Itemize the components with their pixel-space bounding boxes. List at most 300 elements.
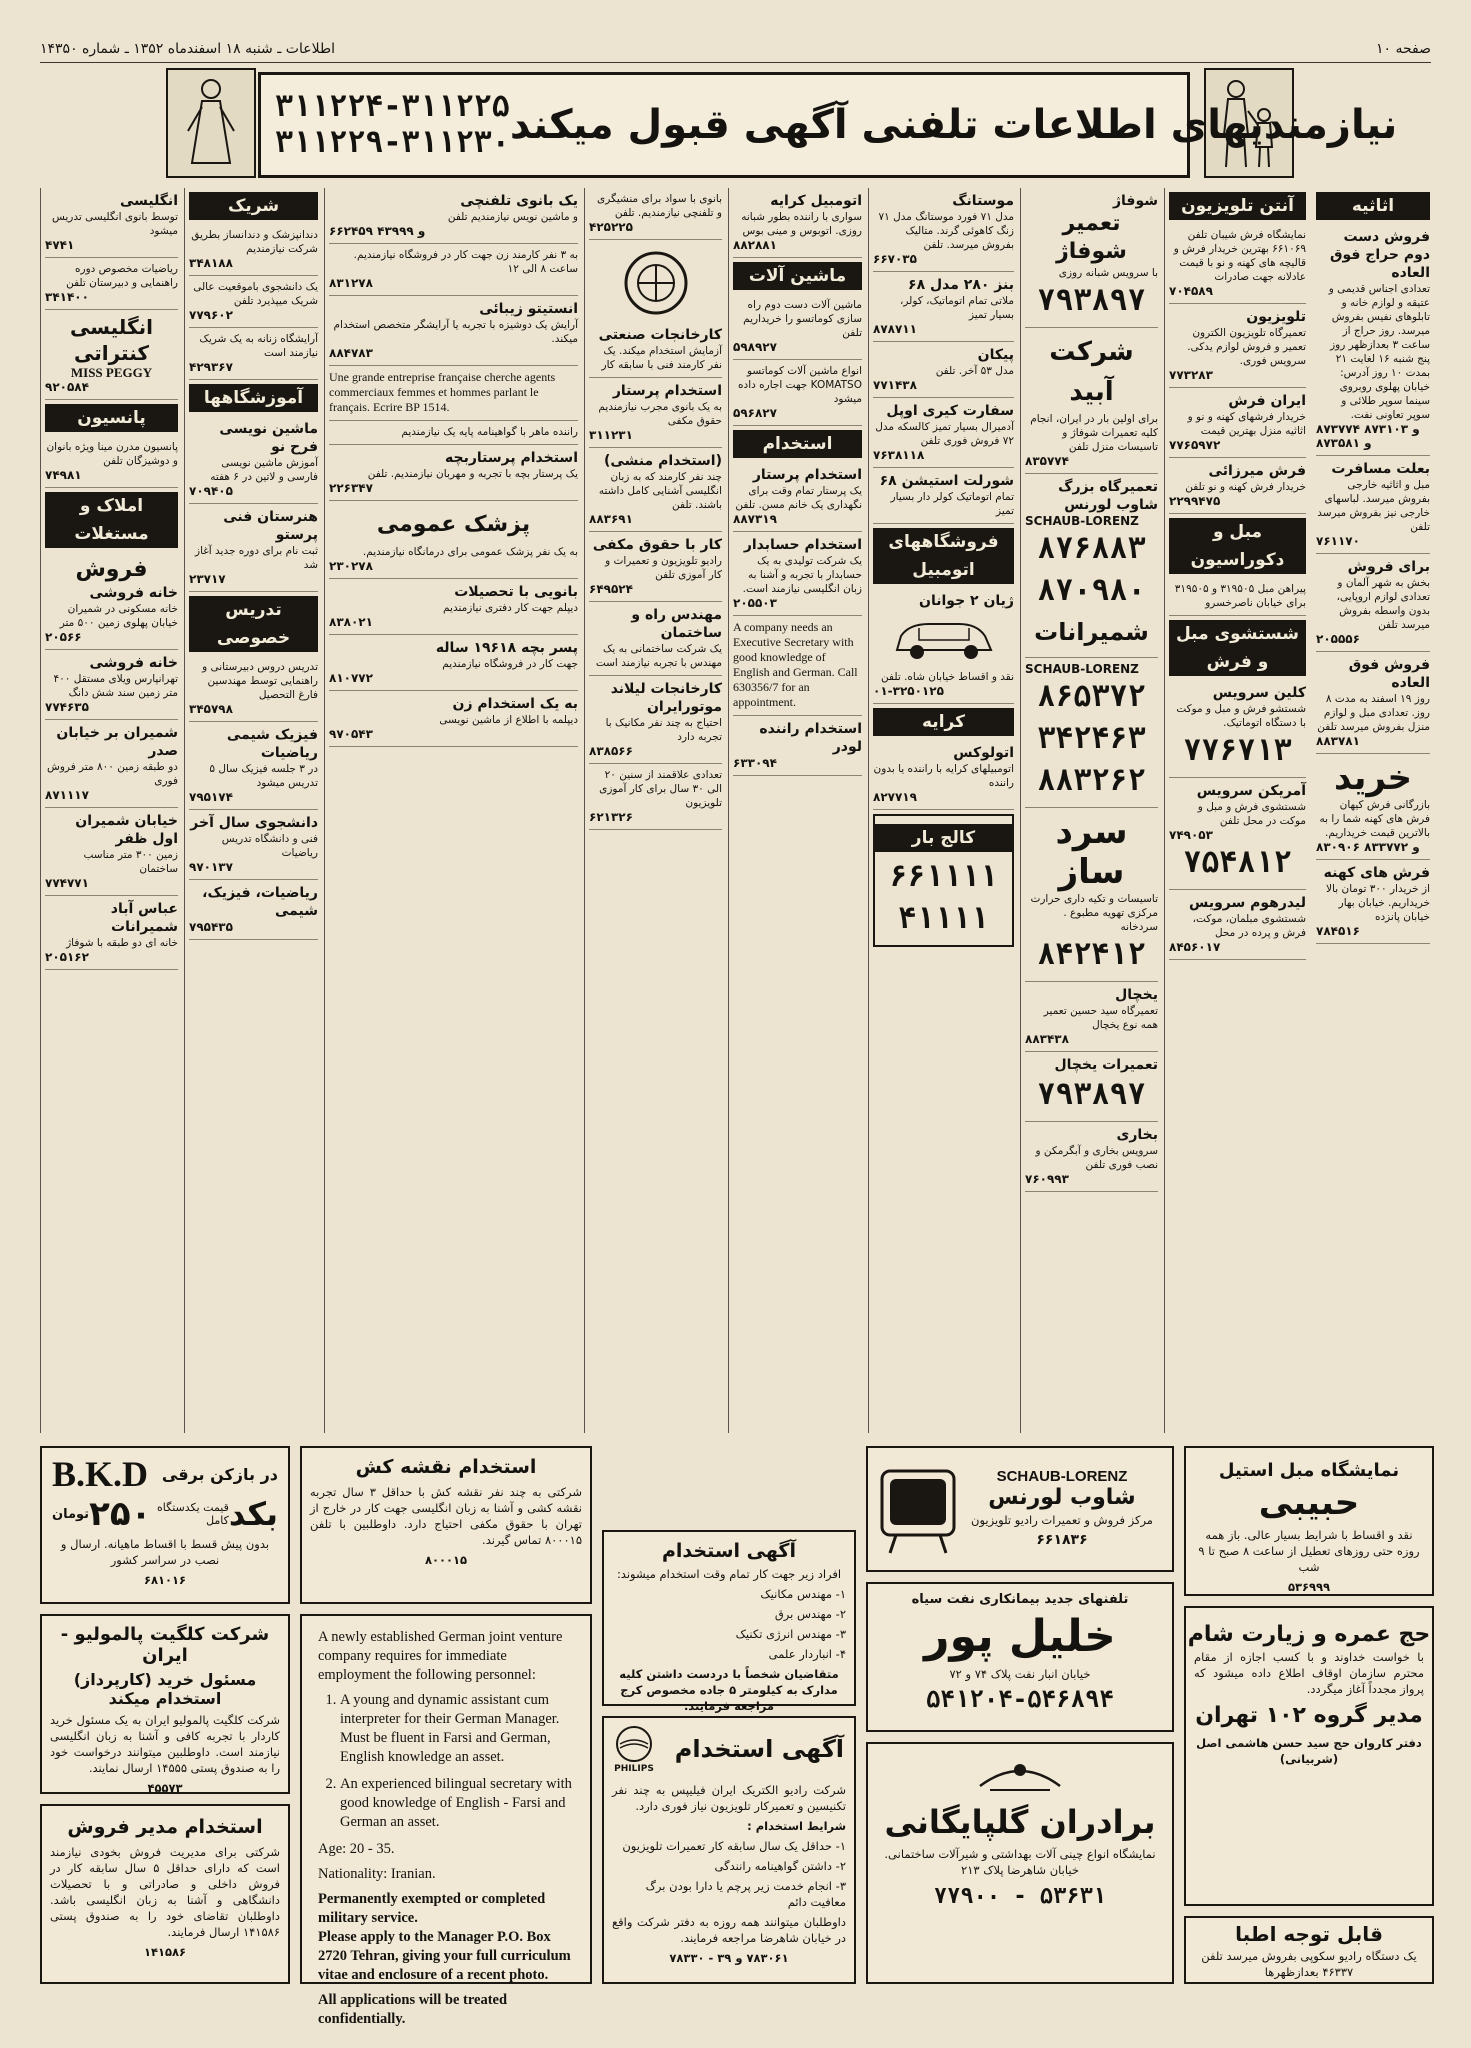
ad-title: ایران فرش [1228, 393, 1306, 409]
ad-colgate-palmolive [40, 1614, 290, 1794]
ad-text: نمایشگاه فرش شیبان تلفن ۶۶۱۰۶۹ بهترین خریدار فرش و قالیچه های کهنه و نو با قیمت عادلانه جهت صادرات [1173, 229, 1306, 283]
emblem-icon [589, 244, 722, 326]
ad-block [589, 676, 722, 764]
ad-subtitle: تعمیر شوفاژ [1056, 211, 1127, 264]
ad-block [1169, 890, 1306, 960]
ad-title: فروش [75, 557, 148, 582]
ad-block [873, 468, 1014, 524]
section-header: آنتن تلویزیون [1169, 192, 1306, 220]
ad-big-phone: ۷۷۶۷۱۳ [1183, 733, 1292, 768]
ad-block [1316, 224, 1430, 456]
ad-title: ریاضیات، فیزیک، شیمی [202, 885, 318, 919]
ad-block [1316, 554, 1430, 652]
ad-text: چند نفر کارمند که به زبان انگلیسی آشنایی کامل داشته باشند. تلفن [598, 471, 722, 511]
recruit-title: آگهی استخدام [661, 1540, 796, 1562]
ad-phone: ۲۰۵۱۶۲ [45, 950, 89, 964]
ad-title: استخدام پرستار [752, 467, 862, 483]
ad-phone: ۷۴۹۸۱ [45, 468, 82, 482]
ad-text: انواع ماشین آلات کوماتسو KOMATSO جهت اجاره داده میشود [738, 365, 862, 405]
hajj-group-name: مدیر گروه ۱۰۲ تهران [1195, 1703, 1423, 1728]
ad-text: یک دانشجوی باموقعیت عالی شریک میپذیرد تلفن [193, 281, 318, 307]
ad-title: خرید [1333, 758, 1413, 798]
ad-block [1169, 304, 1306, 388]
ad-phone: ۴۲۵۲۲۵ [589, 220, 633, 234]
ad-title: خانه فروشی [89, 655, 178, 671]
ad-phone: ۶۶۷۰۳۵ [873, 252, 917, 266]
ad-title: پیکان [977, 347, 1014, 363]
folio-line [40, 36, 1431, 63]
philips-phone: ۷۸۳۰۶۱ و ۳۹ - ۷۸۳۳۰ [669, 1951, 789, 1965]
ad-title: عباس آباد شمیرانات [110, 901, 178, 935]
ad-phone: ۷۷۱۴۳۸ [873, 378, 917, 392]
ad-phone: ۴۷۴۱ [45, 238, 75, 252]
ad-block [733, 188, 862, 258]
ad-title: به یک استخدام زن [452, 696, 578, 712]
ad-block [873, 398, 1014, 468]
banner-phones-line-1: ۳۱۱۲۲۴-۳۱۱۲۲۵ [275, 89, 510, 124]
ad-block [1025, 658, 1158, 808]
ad-phone: ۵۹۸۹۲۷ [733, 340, 777, 354]
section-header: مبل و دکوراسیون [1169, 518, 1306, 574]
car-icon [873, 610, 1014, 670]
ad-block [873, 588, 1014, 704]
ad-block [733, 532, 862, 616]
khalilpour-phones: ۵۴۱۲۰۴-۵۴۶۸۹۴ [926, 1685, 1114, 1713]
ad-title: آمریکن سرویس [1196, 783, 1306, 799]
ad-title: استخدام راننده لودر [759, 721, 862, 755]
ad-text: مدل ۷۱ فورد موستانگ مدل ۷۱ زنگ کاهوئی گرند. متالیک بفروش میرسد. تلفن [878, 211, 1014, 251]
section-header: املاک و مستغلات [45, 492, 178, 548]
ad-phone: ۳۴۵۷۹۸ [189, 702, 233, 716]
philips-shield-icon [614, 1724, 654, 1764]
ad-text: خریدار فرش کهنه و نو تلفن [1185, 481, 1306, 493]
bkd-note: قیمت یکدستگاه کامل [157, 1501, 229, 1527]
column-employment-b [324, 188, 582, 1433]
issue-line: اطلاعات ـ شنبه ۱۸ اسفندماه ۱۳۵۲ ـ شماره ۱۴۳۵۰ [40, 41, 335, 57]
brand-logo: SCHAUB-LORENZ [1025, 514, 1139, 528]
draftsman-title: استخدام نقشه کش [355, 1456, 537, 1478]
ad-title: اتومبیل کرایه [770, 193, 862, 209]
ad-title: کارخانجات صنعتی [598, 327, 722, 343]
ad-phone: ۷۷۳۲۸۳ [1169, 368, 1213, 382]
ad-block [733, 294, 862, 360]
recruit-note: متقاضیان شخصاً با دردست داشتن کلیه مدارک به کیلومتر ۵ جاده مخصوص کرج مراجعه فرمایند. [619, 1667, 839, 1713]
ad-bkd-door-opener [40, 1446, 290, 1604]
ad-title: شرکت آبید [1049, 337, 1134, 407]
ad-block [873, 272, 1014, 342]
ad-text: آرایشگاه زنانه به یک شریک نیازمند است [199, 333, 318, 359]
ad-block [45, 552, 178, 650]
ad-phone: ۸۲۷۷۱۹ [873, 790, 917, 804]
german-apply: Please apply to the Manager P.O. Box 2720 Tehran, giving your full curriculum vitae and enclosure of a recent photo. [318, 1929, 571, 1983]
ad-block [45, 310, 178, 400]
philips-condition-1: ۱- حداقل یک سال سابقه کار تعمیرات تلویزیون [622, 1839, 846, 1853]
ad-phone: ۸۷۱۱۱۷ [45, 788, 89, 802]
ad-text: ماشین آلات دست دوم راه سازی کوماتسو را خریداریم تلفن [743, 299, 862, 339]
ad-block [589, 602, 722, 676]
ad-sales-manager [40, 1804, 290, 1984]
ad-phone: ۳۱۱۲۳۱ [589, 428, 633, 442]
ad-recruitment-engineers [602, 1530, 856, 1713]
ad-text: سرویس بخاری و آبگرمکن و نصب فوری تلفن [1035, 1145, 1158, 1171]
ad-text: روز ۱۹ اسفند به مدت ۸ روز. تعدادی مبل و لوازم منزل بفروش میرسد تلفن [1317, 693, 1430, 733]
ad-hajj-pilgrimage [1184, 1606, 1434, 1906]
philips-condition-3: ۳- انجام خدمت زیر پرچم یا دارا بودن برگ معافیت دائم [645, 1879, 846, 1909]
ad-title: بخاری [1116, 1127, 1158, 1143]
ad-block [329, 579, 578, 635]
ad-title: فرش های کهنه [1323, 865, 1430, 881]
classified-banner [258, 72, 1398, 178]
draftsman-phone: ۸۰۰۰۱۵ [424, 1553, 468, 1567]
ad-phone: ۸۳۰۹۰۶ و ۸۳۳۷۷۲ [1316, 840, 1420, 854]
ad-big-phone: ۷۹۳۸۹۷ [1037, 283, 1146, 318]
german-item-1: 1. A young and dynamic assistant cum interpreter for their German Manager. Must be fluent in Farsi and German, English knowledge an asset. [340, 1691, 574, 1767]
section-header: اثاثیه [1316, 192, 1430, 220]
ad-text: شستشوی فرش و مبل و موکت در محل تلفن [1197, 801, 1306, 827]
draftsman-text: شرکتی به چند نفر نقشه کش با حداقل ۳ سال تجربه نقشه کشی و آشنا به زبان انگلیسی جهت کار در خارج از تهران با حقوق مکفی احتیاج دارد. داوطلبین با تلفن ۸۰۰۰۱۵ تماس گیرند. [310, 1485, 582, 1547]
ad-text: دیپلم جهت کار دفتری نیازمندیم [443, 602, 578, 614]
ad-block [329, 296, 578, 366]
ad-text: دو طبقه زمین ۸۰۰ متر فروش فوری [47, 761, 178, 787]
ad-block [189, 328, 318, 380]
ad-text: زمین ۳۰۰ متر مناسب ساختمان [83, 849, 178, 875]
philips-conditions-title: شرایط استخدام : [747, 1819, 846, 1833]
ad-title: ژیان ۲ جوانان [919, 593, 1014, 609]
ad-phone: ۸۸۳۴۳۸ [1025, 1032, 1069, 1046]
ad-title: بانویی با تحصیلات [454, 584, 578, 600]
philips-condition-2: ۲- داشتن گواهینامه رانندگی [714, 1859, 846, 1873]
ad-philips [602, 1716, 856, 1984]
german-intro: A newly established German joint venture company requires for immediate employment the following personnel: [318, 1629, 563, 1683]
ad-text: مدل ۵۳ آخر. تلفن [935, 365, 1014, 377]
ad-phone: ۷۹۵۱۷۴ [189, 790, 233, 804]
ad-phone: ۷۰۴۵۸۹ [1169, 284, 1213, 298]
ad-block [45, 258, 178, 310]
ad-title: تلویزیون [1246, 309, 1306, 325]
ad-block [329, 501, 578, 579]
ad-text: مبل و اثاثیه خارجی بفروش میرسد. لباسهای خارجی نیز بفروش میرسد تلفن [1317, 479, 1430, 533]
ad-block [873, 814, 1014, 947]
ad-phone: ۲۳۰۲۷۸ [329, 559, 373, 573]
ad-title: انستیتو زیبائی [479, 301, 578, 317]
ad-big-phone: ۸۴۲۴۱۲ [1037, 937, 1146, 972]
ad-block [1316, 754, 1430, 860]
ad-block [589, 448, 722, 532]
banner-title: نیازمندیهای اطلاعات تلفنی آگهی قبول میکند [509, 102, 1398, 148]
khalilpour-address: خیابان انبار نفت پلاک ۷۴ و ۷۲ [949, 1667, 1091, 1681]
ad-title: ماشین نویسی فرح نو [219, 421, 318, 455]
ad-text: آزمایش استخدام میکند. یک نفر کارمند فنی با سابقه کار [601, 345, 722, 371]
ad-block [189, 416, 318, 504]
ad-big-phone: ۶۶۱۱۱۱ [889, 859, 998, 894]
ad-schaub-lorenz-tv [866, 1446, 1174, 1572]
golpaygani-text: نمایشگاه انواع چینی آلات بهداشتی و شیرآلات ساختمانی. خیابان شاهرضا پلاک ۲۱۳ [884, 1847, 1156, 1877]
ad-block [1025, 982, 1158, 1052]
french-ad: Une grande entreprise française cherche agents commerciaux femmes et hommes parlant le français. Ecrire BP 1514. [329, 366, 578, 421]
philips-logo: PHILIPS [614, 1724, 654, 1774]
ad-text: خانه ای دو طبقه با شوفاژ [66, 937, 178, 949]
ad-block [589, 378, 722, 448]
ad-phone: ۲۲۹۹۴۷۵ [1169, 494, 1221, 508]
section-header: شریک [189, 192, 318, 220]
ad-text: تعمیرگاه تلویزیون الکترون تعمیر و فروش لوازم یدکی. سرویس فوری. [1187, 327, 1306, 367]
ad-phone: ۲۰۵۵۵۶ [1316, 632, 1360, 646]
ad-phone: ۲۰۵۵۰۳ [733, 596, 777, 610]
ad-block [45, 896, 178, 970]
ad-text: اتومبیلهای کرایه با راننده یا بدون راننده [873, 763, 1014, 789]
ad-phone: ۷۷۴۶۳۵ [45, 700, 89, 714]
ad-text: احتیاج به چند نفر مکانیک با تجربه دارد [605, 717, 722, 743]
ad-title: استخدام پرستار [612, 383, 722, 399]
ad-block [1316, 860, 1430, 944]
section-header: فروشگاههای اتومبیل [873, 528, 1014, 584]
woman-illustration-icon [166, 68, 256, 178]
ad-block [189, 504, 318, 592]
ad-big-phone: ۴۱۱۱۱ [898, 901, 989, 936]
habibi-phone: ۵۳۶۹۹۹ [1287, 1580, 1331, 1594]
ad-title: لیدرهوم سرویس [1189, 895, 1306, 911]
ad-phone: ۳۴۸۱۸۸ [189, 256, 233, 270]
ad-block [189, 722, 318, 810]
palmolive-title: شرکت کلگیت پالمولیو - ایران [60, 1624, 270, 1666]
ad-block [733, 360, 862, 426]
ad-title: سفارت کیری اوپل [886, 403, 1014, 419]
ad-phone: ۶۳۳۰۹۴ [733, 756, 777, 770]
ad-text: خانه مسکونی در شمیران خیابان پهلوی زمین ۵۰۰ متر [59, 603, 178, 629]
section-header: تدریس خصوصی [189, 596, 318, 652]
bkd-logo: B.K.D [52, 1454, 149, 1494]
ad-block [1025, 1052, 1158, 1122]
german-item-2: 2. An experienced bilingual secretary with good knowledge of English - Farsi and German an asset. [340, 1775, 574, 1832]
ad-text: تدریس دروس دبیرستانی و راهنمایی توسط مهندسین فارغ التحصیل [202, 661, 318, 701]
ad-text: ملاتی تمام اتوماتیک، کولر، بسیار تمیز [899, 295, 1014, 321]
ad-block [589, 188, 722, 240]
ad-text: نقد و اقساط خیابان شاه. تلفن [881, 671, 1014, 683]
ad-title: یک بانوی تلفنچی [460, 193, 578, 209]
ad-block [329, 445, 578, 501]
ad-text: یک پرستار بچه با تجربه و مهربان نیازمندیم. تلفن [367, 468, 578, 480]
ad-text: آموزش ماشین نویسی فارسی و لاتین در ۶ هفته [210, 457, 318, 483]
ad-block [45, 720, 178, 808]
ad-text: سواری با راننده بطور شبانه روزی. اتوبوس و مینی بوس [741, 211, 862, 237]
ad-area: شمیرانات [1034, 618, 1149, 646]
column-employment-a [584, 188, 726, 1433]
ad-title: انگلیسی [119, 193, 178, 209]
ad-block [189, 880, 318, 940]
ad-phone: ۹۲۰۵۸۴ [45, 380, 89, 394]
column-tutoring-realestate [40, 188, 182, 1433]
ad-big-phone: ۳۴۲۴۶۳ [1037, 721, 1146, 756]
ad-block [1316, 652, 1430, 754]
column-heating-repair [1020, 188, 1162, 1433]
khalilpour-top: تلفنهای جدید بیمانکاری نفت سیاه [911, 1592, 1129, 1607]
ad-title: پزشک عمومی [376, 512, 531, 537]
ad-draftsman [300, 1446, 592, 1604]
ad-title: تعمیرگاه بزرگ شاوب لورنس [1058, 479, 1158, 513]
ad-title: فروش دست دوم حراج فوق العاده [1329, 229, 1430, 281]
ad-text: تاسیسات و تکیه داری حرارت مرکزی تهویه مطبوع . سردخانه [1030, 893, 1158, 933]
bkd-title: در بازکن برقی [161, 1464, 278, 1484]
ad-text: شستشو فرش و مبل و موکت با دستگاه اتوماتیک. [1176, 703, 1306, 729]
ad-title: انگلیسی کنتراتی [70, 315, 153, 365]
ad-text: و ماشین نویس نیازمندیم تلفن [447, 211, 578, 223]
ad-phone: ۷۷۹۶۰۲ [189, 308, 233, 322]
ad-text: به یک نفر پزشک عمومی برای درمانگاه نیازمندیم. [362, 546, 578, 558]
ad-phone: ۰۱-۳۲۵۰۱۲۵ [873, 684, 944, 698]
golpaygani-emblem-icon [868, 1744, 1172, 1800]
ad-title: تعمیرات یخچال [1054, 1057, 1158, 1073]
sales-manager-text: شرکتی برای مدیریت فروش بخودی نیازمند است که دارای حداقل ۵ سال سابقه کار در فروش داخلی و صادراتی و با تحصیلات دانشگاهی و آشنا به زبان انگلیسی باشد. داوطلبان تقاضای خود را به صندوق پستی ۱۴۱۵۸۶ ارسال فرمایند. [50, 1845, 280, 1939]
schaub-logo: SCHAUB-LORENZ [996, 1468, 1128, 1485]
ad-text: در ۳ جلسه فیزیک سال ۵ تدریس میشود [209, 763, 318, 789]
ad-khalilpour [866, 1582, 1174, 1732]
ad-block [1169, 224, 1306, 304]
ad-phone: ۶۲۱۳۲۶ [589, 810, 633, 824]
ad-text: تمام اتوماتیک کولر دار بسیار تمیز [890, 491, 1014, 517]
ad-block [1025, 474, 1158, 658]
ad-block [189, 656, 318, 722]
banner-phones-line-2: ۳۱۱۲۲۹-۳۱۱۲۳۰ [275, 125, 510, 160]
ad-text: به ۳ نفر کارمند زن جهت کار در فروشگاه نیازمندیم. ساعت ۸ الی ۱۲ [353, 249, 578, 275]
ad-title: فروش فوق العاده [1348, 657, 1430, 691]
ad-phone: ۷۴۹۰۵۳ [1169, 828, 1213, 842]
column-carpet-tv [1164, 188, 1310, 1433]
khalilpour-name: خلیل پور [924, 1611, 1116, 1662]
ad-text: آدمیرال بسیار تمیز کالسکه مدل ۷۲ فروش فوری تلفن [875, 421, 1014, 447]
palmolive-phone: ۴۵۵۷۳ [147, 1781, 183, 1795]
section-header: آموزشگاهها [189, 384, 318, 412]
ad-big-phone: ۸۷۶۸۸۳ [1037, 531, 1146, 566]
bkd-phone: ۶۸۱۰۱۶ [143, 1573, 187, 1587]
ad-block [589, 764, 722, 830]
ad-block [1025, 1122, 1158, 1192]
german-confidential: All applications will be treated confidentially. [318, 1992, 508, 2027]
ad-block [45, 436, 178, 488]
ad-block [189, 224, 318, 276]
ad-text: رادیو تلویزیون و تعمیرات و کار آموزی تلفن [605, 555, 722, 581]
ad-title: شورلت استیشن ۶۸ [879, 473, 1014, 489]
ad-title: سرد ساز [1055, 812, 1128, 892]
ad-text: به یک بانوی مجرب نیازمندیم حقوق مکفی [598, 401, 722, 427]
ad-text: راننده ماهر با گواهینامه پایه یک نیازمندیم [401, 426, 578, 438]
ad-text: یک شرکت تولیدی به یک حسابدار با تجربه و آشنا به زبان انگلیسی نیازمند است. [742, 555, 862, 595]
page-number: صفحه ۱۰ [1375, 41, 1431, 57]
german-military: Permanently exempted or completed military service. [318, 1891, 546, 1926]
ad-block [1169, 778, 1306, 890]
ad-big-phone: ۸۸۳۲۶۲ [1037, 763, 1146, 798]
ad-phone: ۶۶۲۴۵۹ و ۴۳۹۹۹ [329, 224, 426, 238]
ad-big-phone: ۷۹۳۸۹۷ [1037, 1077, 1146, 1112]
ad-block [589, 532, 722, 602]
ad-title: یخچال [1115, 987, 1158, 1003]
ad-text: فنی و دانشگاه تدریس ریاضیات [221, 833, 318, 859]
english-ad: A company needs an Executive Secretary with good knowledge of English and German. Call 630356/7 for an appointment. [733, 616, 862, 716]
ad-block [329, 244, 578, 296]
ad-phone: ۷۶۰۹۹۳ [1025, 1172, 1069, 1186]
attention-text: یک دستگاه رادیو سکوپی بفروش میرسد تلفن ۴۶۳۳۷ بعدازظهرها [1201, 1949, 1417, 1979]
ad-title: بعلت مسافرت [1331, 461, 1430, 477]
ad-title: فیزیک شیمی ریاضیات [226, 727, 318, 761]
recruit-item-2: ۲- مهندس برق [774, 1607, 846, 1621]
brand-logo: SCHAUB-LORENZ [1025, 662, 1139, 676]
ad-text: ریاضیات مخصوص دوره راهنمایی و دبیرستان تلفن [66, 263, 178, 289]
ad-text: بانوی با سواد برای منشیگری و تلفنچی نیازمندیم. تلفن [597, 193, 722, 219]
attention-title: قابل توجه اطبا [1235, 1922, 1383, 1946]
german-nationality: Nationality: Iranian. [318, 1866, 436, 1882]
ad-phone: ۸۸۳۶۹۱ [589, 512, 633, 526]
ad-phone: ۸۳۸۵۶۶ [589, 744, 633, 758]
ad-block [733, 462, 862, 532]
recruit-item-3: ۳- مهندس انرژی تکنیک [735, 1627, 846, 1641]
ad-title: بنز ۲۸۰ مدل ۶۸ [908, 277, 1014, 293]
ad-phone: ۳۴۱۴۰۰ [45, 290, 89, 304]
ad-block [329, 635, 578, 691]
ad-block [189, 810, 318, 880]
ad-block [873, 342, 1014, 398]
ad-phone: ۸۴۵۶۰۱۷ [1169, 940, 1221, 954]
bkd-price-unit: تومان [52, 1506, 90, 1522]
ad-text: خریدار فرشهای کهنه و نو و اثاثیه منزل بهترین قیمت [1187, 411, 1306, 437]
philips-title: آگهی استخدام [674, 1735, 844, 1763]
golpaygani-phones: ۵۳۶۳۱ - ۷۷۹۰۰ [933, 1884, 1107, 1909]
ad-name: MISS PEGGY [70, 365, 153, 380]
ad-phone: ۸۸۴۷۸۳ [329, 346, 373, 360]
ad-text: با سرویس شبانه روزی [1058, 267, 1158, 279]
sales-manager-phone: ۱۴۱۵۸۶ [143, 1945, 187, 1959]
habibi-text: نقد و اقساط با شرایط بسیار عالی. باز همه روزه حتی روزهای تعطیل از ساعت ۸ صبح تا ۹ شب [1198, 1528, 1420, 1574]
ad-title: اتولوکس [953, 745, 1014, 761]
ad-block [1169, 388, 1306, 458]
ad-text: تعدادی اجناس قدیمی و عتیقه و لوازم خانه و تابلوهای نفیس بفروش میرسد. روز حراج از ساعت ۳ بعدازظهر روز پنج شنبه ۱۶ لغایت ۲۱ بمدت ۱۰ روز آدرس: خیابان پهلوی روبروی سینما سوپر طلائی و سوپر تعاونی نفت. [1328, 283, 1430, 421]
ad-block [1025, 328, 1158, 474]
column-furniture [1312, 188, 1434, 1433]
ad-big-phone: ۷۵۴۸۱۲ [1183, 845, 1292, 880]
ad-german-joint-venture [300, 1614, 592, 2027]
ad-phone: ۸۷۸۷۱۱ [873, 322, 917, 336]
bkd-price: ۲۵۰ [89, 1494, 152, 1534]
ad-block [1025, 188, 1158, 328]
ad-text: تعمیرگاه سید حسین تعمیر همه نوع یخچال [1043, 1005, 1158, 1031]
ad-text: یک پرستار تمام وقت برای نگهداری یک خانم مسن. تلفن [735, 485, 862, 511]
column-cars [868, 188, 1018, 1433]
philips-apply: داوطلبان میتوانند همه روزه به دفتر شرکت واقع در خیابان شاهرضا مراجعه فرمایند. [612, 1915, 846, 1945]
section-header: پانسیون [45, 404, 178, 432]
german-age: Age: 20 - 35. [318, 1841, 395, 1857]
ad-text: بخش به شهر آلمان و تعدادی لوازم اروپایی، بدون واسطه بفروش میرسد تلفن [1336, 577, 1430, 631]
ad-phone: ۸۳۸۰۲۱ [329, 615, 373, 629]
habibi-name: حبیبی [1258, 1483, 1360, 1523]
ad-phone: ۸۳۵۷۷۴ [1025, 454, 1069, 468]
ad-phone: ۸۸۳۷۸۱ [1316, 734, 1360, 748]
ad-big-phone: ۸۷۰۹۸۰ [1037, 573, 1146, 608]
ad-text: توسط بانوی انگلیسی تدریس میشود [51, 211, 178, 237]
ad-title: موستانگ [952, 193, 1014, 209]
habibi-title: نمایشگاه مبل استیل [1218, 1460, 1400, 1481]
ad-phone: ۷۶۱۱۷۰ [1316, 534, 1360, 548]
ad-phone: ۲۰۵۶۶ [45, 630, 82, 644]
section-header: استخدام [733, 430, 862, 458]
recruit-item-4: ۴- انباردار علمی [768, 1647, 846, 1661]
ad-title: هنرستان فنی پرستو [223, 509, 318, 543]
ad-phone: ۸۱۰۷۷۲ [329, 671, 373, 685]
ad-phone: ۴۲۹۳۶۷ [189, 360, 233, 374]
ad-phone: ۷۰۹۴۰۵ [189, 484, 233, 498]
ad-text: بازرگانی فرش کیهان فرش های کهنه شما را به بالاترین قیمت خریداریم. [1319, 799, 1430, 839]
philips-text: شرکت رادیو الکتریک ایران فیلیپس به چند نفر تکنیسین و تعمیرکار تلویزیون نیاز فوری دارد. [612, 1783, 846, 1813]
ad-block [1169, 578, 1306, 616]
hajj-note: دفتر کاروان حج سید حسن هاشمی اصل (شربیانی) [1196, 1736, 1422, 1766]
column-partners-schools [184, 188, 322, 1433]
